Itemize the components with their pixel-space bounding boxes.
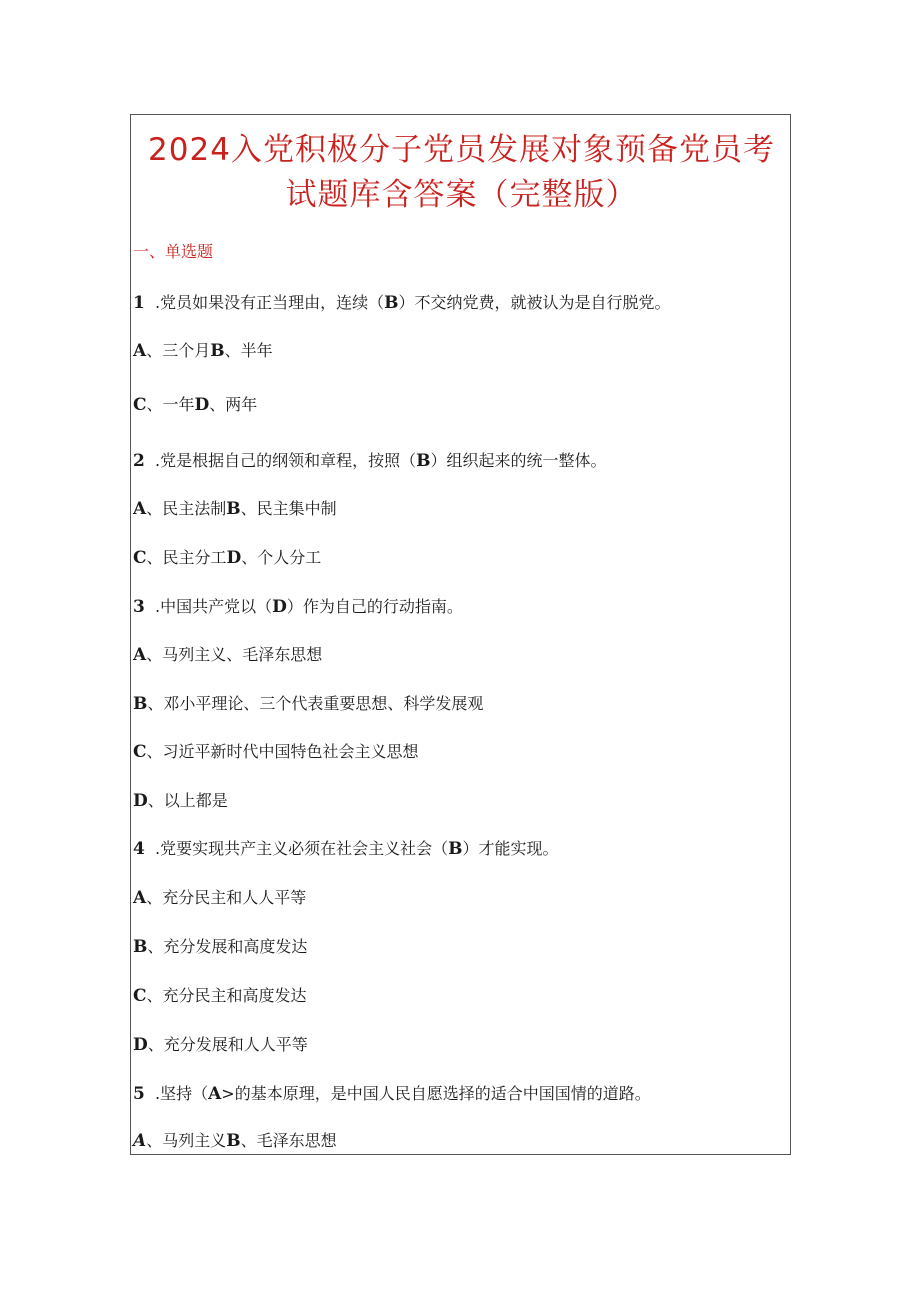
option-text: 、民主集中制 xyxy=(240,499,337,518)
option-a xyxy=(133,886,306,910)
option-text: 、毛泽东思想 xyxy=(240,1131,337,1150)
option-c xyxy=(133,984,307,1008)
question-1 xyxy=(133,291,670,315)
option-c xyxy=(133,740,419,764)
question-text-post: ）作为自己的行动指南。 xyxy=(286,597,463,616)
option-letter: C xyxy=(133,395,147,415)
option-text: 、三个月 xyxy=(146,341,211,360)
option-line xyxy=(133,339,273,363)
option-text: 、习近平新时代中国特色社会主义思想 xyxy=(146,742,419,761)
option-letter: B xyxy=(226,499,241,519)
answer-letter: D xyxy=(272,597,287,617)
option-text: 、一年 xyxy=(146,395,195,414)
option-letter: D xyxy=(226,548,242,568)
option-d xyxy=(133,1033,308,1057)
option-text: 、邓小平理论、三个代表重要思想、科学发展观 xyxy=(147,694,484,713)
question-3 xyxy=(133,595,463,619)
option-letter: A xyxy=(133,645,147,665)
question-number: 2 xyxy=(133,451,145,471)
option-letter: B xyxy=(133,937,148,957)
question-text-pre: .党要实现共产主义必须在社会主义社会（ xyxy=(155,839,449,858)
answer-letter: B xyxy=(384,293,399,313)
question-text-post: ）不交纳党费，就被认为是自行脱党。 xyxy=(398,293,671,312)
option-text: 、民主法制 xyxy=(146,499,227,518)
option-letter: C xyxy=(133,986,147,1006)
option-text: 、马列主义、毛泽东思想 xyxy=(146,645,323,664)
option-text: 、充分发展和高度发达 xyxy=(147,937,308,956)
option-letter: D xyxy=(194,395,210,415)
question-4 xyxy=(133,837,558,861)
option-letter: B xyxy=(210,341,225,361)
question-text-post: ）才能实现。 xyxy=(462,839,559,858)
option-text: 、马列主义 xyxy=(146,1131,227,1150)
option-line xyxy=(133,1129,337,1153)
section-heading: 一、单选题 xyxy=(133,242,214,261)
option-letter: A xyxy=(133,499,147,519)
option-text: 、两年 xyxy=(209,395,258,414)
option-letter: D xyxy=(133,791,148,811)
option-letter: B xyxy=(133,694,148,714)
question-text-post: >的基本原理，是中国人民自愿选择的适合中国国情的道路。 xyxy=(221,1084,651,1103)
option-text: 、个人分工 xyxy=(241,548,322,567)
document-title-line-1: 2024入党积极分子党员发展对象预备党员考 xyxy=(148,132,775,168)
question-5 xyxy=(133,1082,651,1106)
question-text-pre: .坚持（ xyxy=(155,1084,209,1103)
answer-letter: B xyxy=(416,451,431,471)
question-2 xyxy=(133,449,606,473)
option-letter: D xyxy=(133,1035,148,1055)
option-a xyxy=(133,643,322,667)
option-letter: A xyxy=(133,1131,147,1151)
option-line xyxy=(133,393,257,417)
option-letter: C xyxy=(133,548,147,568)
option-text: 、以上都是 xyxy=(147,791,228,810)
question-text-pre: .中国共产党以（ xyxy=(155,597,273,616)
option-b xyxy=(133,692,483,716)
answer-letter: A xyxy=(208,1084,222,1104)
option-d xyxy=(133,789,228,813)
document-frame xyxy=(130,114,791,1155)
question-text-pre: .党是根据自己的纲领和章程，按照（ xyxy=(155,451,417,470)
option-text: 、充分民主和高度发达 xyxy=(146,986,307,1005)
option-text: 、充分民主和人人平等 xyxy=(146,888,307,907)
option-letter: B xyxy=(226,1131,241,1151)
option-text: 、民主分工 xyxy=(146,548,227,567)
question-number: 4 xyxy=(133,839,145,859)
question-number: 1 xyxy=(133,293,145,313)
option-letter: A xyxy=(133,888,147,908)
option-b xyxy=(133,935,307,959)
question-number: 3 xyxy=(133,597,145,617)
document-title-line-2: 试题库含答案（完整版） xyxy=(285,177,638,213)
question-text-pre: .党员如果没有正当理由，连续（ xyxy=(155,293,385,312)
option-text: 、充分发展和人人平等 xyxy=(147,1035,308,1054)
question-number: 5 xyxy=(133,1084,145,1104)
question-text-post: ）组织起来的统一整体。 xyxy=(430,451,607,470)
option-text: 、半年 xyxy=(224,341,273,360)
option-line xyxy=(133,546,321,570)
answer-letter: B xyxy=(448,839,463,859)
option-letter: A xyxy=(133,341,147,361)
option-letter: C xyxy=(133,742,147,762)
option-line xyxy=(133,497,337,521)
